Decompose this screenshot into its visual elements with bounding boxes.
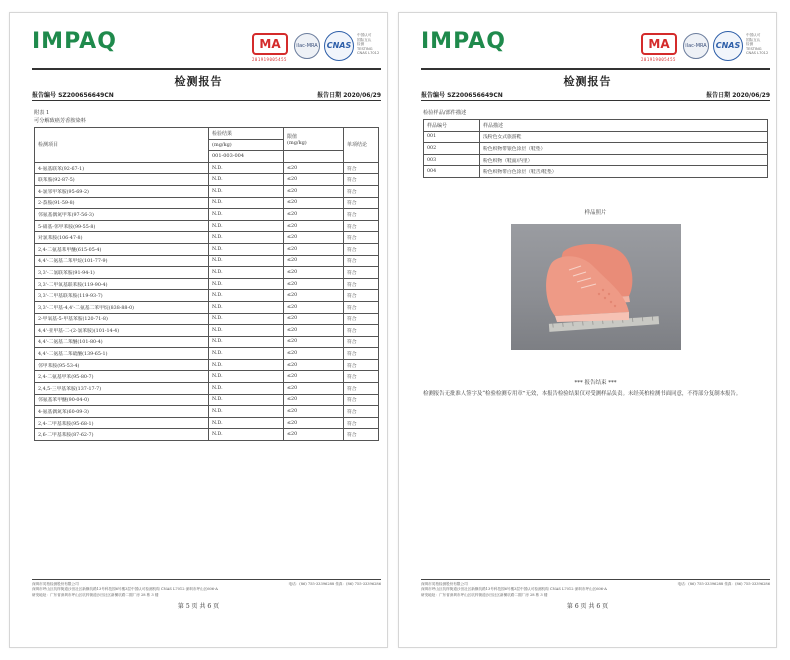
cell-conclusion: 符合 bbox=[344, 313, 379, 325]
cell-item: 邻氨基苯甲醚(90-04-0) bbox=[35, 394, 209, 406]
cell-result: N.D. bbox=[209, 255, 284, 267]
cell-limit: ≤20 bbox=[284, 220, 344, 232]
table-row bbox=[35, 278, 379, 290]
cell-conclusion: 符合 bbox=[344, 185, 379, 197]
footer-address: 深圳市英柏检测股份有限公司 深圳市坪山区坑梓街道沙田社区新横坑路13号科技园6号楼3层中国认可检测机构 CNAS L7012 深圳市坪山区606-A 研发地址：广东省深圳市坪山区坑梓街道沙田社区新横坑路二期厂房 28 栋 3 楼 bbox=[32, 582, 218, 597]
cell-result: N.D. bbox=[209, 220, 284, 232]
header-limit-blank bbox=[284, 151, 344, 163]
cell-limit: ≤20 bbox=[284, 313, 344, 325]
table-row bbox=[35, 290, 379, 302]
cma-number: 201919005455 bbox=[641, 57, 676, 62]
cell-item: 2,4-二甲基苯胺(95-68-1) bbox=[35, 417, 209, 429]
report-number: 报告编号 SZ200656649CN bbox=[32, 92, 114, 99]
cell-result: N.D. bbox=[209, 290, 284, 302]
table-row bbox=[35, 185, 379, 197]
table-row bbox=[35, 174, 379, 186]
cell-result: N.D. bbox=[209, 429, 284, 441]
report-page-5 bbox=[9, 12, 388, 648]
cell-item: 联苯胺(92-87-5) bbox=[35, 174, 209, 186]
cell-conclusion: 符合 bbox=[344, 383, 379, 395]
footer-address: 深圳市英柏检测股份有限公司 深圳市坪山区坑梓街道沙田社区新横坑路13号科技园6号楼3层中国认可检测机构 CNAS L7012 深圳市坪山区606-A 研发地址：广东省深圳市坪山区坑梓街道沙田社区新横坑路二期厂房 28 栋 3 楼 bbox=[421, 582, 607, 597]
cell-limit: ≤20 bbox=[284, 162, 344, 174]
cell-item: 对氯苯胺(106-47-8) bbox=[35, 232, 209, 244]
cell-item: 3,3'-二甲基联苯胺(119-93-7) bbox=[35, 290, 209, 302]
cell-limit: ≤20 bbox=[284, 371, 344, 383]
photo-caption: 样品照片 bbox=[584, 209, 607, 216]
table-row bbox=[35, 243, 379, 255]
cell-limit: ≤20 bbox=[284, 174, 344, 186]
cell-conclusion: 符合 bbox=[344, 336, 379, 348]
cell-limit: ≤20 bbox=[284, 278, 344, 290]
ilac-mra-icon: ilac-MRA bbox=[683, 33, 709, 59]
header-sample-desc: 样品描述 bbox=[480, 120, 768, 132]
cell-item: 2,4-二氨基苯甲醚(615-05-4) bbox=[35, 243, 209, 255]
cell-conclusion: 符合 bbox=[344, 417, 379, 429]
cell-limit: ≤20 bbox=[284, 267, 344, 279]
cell-result: N.D. bbox=[209, 394, 284, 406]
page-5-content bbox=[34, 109, 379, 441]
header-divider bbox=[421, 68, 770, 70]
report-date: 报告日期 2020/06/29 bbox=[706, 92, 770, 99]
cell-result: N.D. bbox=[209, 336, 284, 348]
sample-photo bbox=[511, 224, 681, 350]
page-title: 检测报告 bbox=[563, 75, 612, 88]
table-row bbox=[35, 325, 379, 337]
cell-limit: ≤20 bbox=[284, 209, 344, 221]
report-meta bbox=[32, 89, 381, 101]
table-row bbox=[424, 166, 768, 178]
cell-limit: ≤20 bbox=[284, 255, 344, 267]
cell-conclusion: 符合 bbox=[344, 197, 379, 209]
cell-conclusion: 符合 bbox=[344, 301, 379, 313]
cell-conclusion: 符合 bbox=[344, 359, 379, 371]
table-row bbox=[35, 383, 379, 395]
cell-limit: ≤20 bbox=[284, 394, 344, 406]
cell-conclusion: 符合 bbox=[344, 232, 379, 244]
cell-conclusion: 符合 bbox=[344, 174, 379, 186]
cell-sample-no: 003 bbox=[424, 154, 480, 166]
table-row bbox=[35, 197, 379, 209]
cell-conclusion: 符合 bbox=[344, 255, 379, 267]
report-page-6 bbox=[398, 12, 777, 648]
cell-limit: ≤20 bbox=[284, 290, 344, 302]
cell-item: 邻甲苯胺(95-53-4) bbox=[35, 359, 209, 371]
page-title: 检测报告 bbox=[174, 75, 223, 88]
cell-limit: ≤20 bbox=[284, 383, 344, 395]
cell-result: N.D. bbox=[209, 185, 284, 197]
cell-limit: ≤20 bbox=[284, 336, 344, 348]
cell-limit: ≤20 bbox=[284, 359, 344, 371]
cell-result: N.D. bbox=[209, 267, 284, 279]
cell-limit: ≤20 bbox=[284, 348, 344, 360]
cell-conclusion: 符合 bbox=[344, 209, 379, 221]
cell-limit: ≤20 bbox=[284, 197, 344, 209]
table-row bbox=[35, 406, 379, 418]
cell-item: 5-硝基-邻甲苯胺(99-55-8) bbox=[35, 220, 209, 232]
cell-result: N.D. bbox=[209, 174, 284, 186]
header-sample-no: 样品编号 bbox=[424, 120, 480, 132]
cell-item: 2-甲氧基-5-甲基苯胺(120-71-8) bbox=[35, 313, 209, 325]
footer-divider bbox=[421, 579, 770, 580]
cell-sample-no: 004 bbox=[424, 166, 480, 178]
cell-result: N.D. bbox=[209, 197, 284, 209]
cell-result: N.D. bbox=[209, 278, 284, 290]
cell-item: 邻氨基偶氮甲苯(97-56-3) bbox=[35, 209, 209, 221]
header-item: 检测项目 bbox=[35, 128, 209, 163]
cell-sample-desc: 浅粉色女式旅游鞋 bbox=[480, 131, 768, 143]
impaq-logo: IMPAQ bbox=[32, 29, 117, 54]
cell-conclusion: 符合 bbox=[344, 267, 379, 279]
cma-mark-icon: MA bbox=[252, 33, 288, 55]
table-row bbox=[35, 394, 379, 406]
cell-item: 2,4-二氨基甲苯(95-80-7) bbox=[35, 371, 209, 383]
header-result: 检验结果 bbox=[209, 128, 284, 140]
table-row bbox=[424, 154, 768, 166]
header-result-sample: 001-003-004 bbox=[209, 151, 284, 163]
amine-results-table bbox=[34, 127, 379, 441]
cell-result: N.D. bbox=[209, 348, 284, 360]
cell-item: 4-氨基偶氮苯(60-09-3) bbox=[35, 406, 209, 418]
cell-conclusion: 符合 bbox=[344, 406, 379, 418]
page-6-content bbox=[423, 109, 768, 399]
cell-conclusion: 符合 bbox=[344, 348, 379, 360]
header-result-unit: (mg/kg) bbox=[209, 139, 284, 151]
cell-item: 4-氨基联苯(92-67-1) bbox=[35, 162, 209, 174]
table-row bbox=[35, 359, 379, 371]
table-row bbox=[35, 348, 379, 360]
cert-small-text: 中国认可 国际互认 检测 TESTING CNAS L7012 bbox=[357, 33, 380, 56]
cell-item: 2,6-二甲基苯胺(87-62-7) bbox=[35, 429, 209, 441]
cell-result: N.D. bbox=[209, 371, 284, 383]
page-number: 第 5 页 共 6 页 bbox=[177, 603, 220, 610]
header-divider bbox=[32, 68, 381, 70]
footer-phone: 电话：(86) 755-33396288 传真：(86) 755-33396286 bbox=[288, 582, 381, 586]
header-limit: 限值 (mg/kg) bbox=[284, 128, 344, 151]
cell-item: 2,4,5-三甲基苯胺(137-17-7) bbox=[35, 383, 209, 395]
cma-mark-icon: MA bbox=[641, 33, 677, 55]
table-row bbox=[35, 313, 379, 325]
table-row bbox=[35, 232, 379, 244]
cma-number: 201919005455 bbox=[252, 57, 287, 62]
ilac-mra-icon: ilac-MRA bbox=[294, 33, 320, 59]
cell-result: N.D. bbox=[209, 301, 284, 313]
table-row bbox=[424, 143, 768, 155]
cell-result: N.D. bbox=[209, 325, 284, 337]
footer-phone: 电话：(86) 755-33396288 传真：(86) 755-33396286 bbox=[677, 582, 770, 586]
cell-limit: ≤20 bbox=[284, 406, 344, 418]
shoe-image bbox=[511, 224, 681, 350]
cell-limit: ≤20 bbox=[284, 243, 344, 255]
table-row bbox=[35, 371, 379, 383]
cell-sample-no: 002 bbox=[424, 143, 480, 155]
disclaimer-text: 检测报告无批准人签字及“检验检测专用章”无效，本报告检验结果仅对受测样品负责。未经英柏检测书面同意，不得部分复制本报告。 bbox=[423, 390, 742, 397]
cell-item: 3,3'-二甲基-4,4'-二氨基二苯甲烷(838-88-0) bbox=[35, 301, 209, 313]
cell-limit: ≤20 bbox=[284, 325, 344, 337]
header-conclusion: 单项结论 bbox=[344, 128, 379, 163]
sample-description-table bbox=[423, 119, 768, 178]
cell-result: N.D. bbox=[209, 162, 284, 174]
cell-result: N.D. bbox=[209, 417, 284, 429]
cell-item: 4-氯邻甲苯胺(95-69-2) bbox=[35, 185, 209, 197]
table-row bbox=[35, 336, 379, 348]
cell-item: 4,4'-亚甲基-二-(2-氯苯胺)(101-14-4) bbox=[35, 325, 209, 337]
cell-sample-desc: 粉色织物（鞋面/内里） bbox=[480, 154, 768, 166]
report-meta bbox=[421, 89, 770, 101]
cell-sample-desc: 粉色织物带银色涂层（鞋垫） bbox=[480, 143, 768, 155]
footer-divider bbox=[32, 579, 381, 580]
table-row bbox=[35, 255, 379, 267]
cell-conclusion: 符合 bbox=[344, 278, 379, 290]
cell-limit: ≤20 bbox=[284, 232, 344, 244]
cell-limit: ≤20 bbox=[284, 429, 344, 441]
cell-item: 3,3'-二氯联苯胺(91-94-1) bbox=[35, 267, 209, 279]
cell-result: N.D. bbox=[209, 232, 284, 244]
table-subtitle: 可分解致癌芳香胺染料 bbox=[34, 118, 86, 124]
cell-sample-no: 001 bbox=[424, 131, 480, 143]
cell-item: 2-萘胺(91-59-8) bbox=[35, 197, 209, 209]
cell-conclusion: 符合 bbox=[344, 429, 379, 441]
cell-item: 4,4'-二氨基二苯醚(101-80-4) bbox=[35, 336, 209, 348]
table-row bbox=[35, 417, 379, 429]
cell-item: 4,4'-二氨基二苯硫醚(139-65-1) bbox=[35, 348, 209, 360]
cell-result: N.D. bbox=[209, 243, 284, 255]
table-row bbox=[35, 301, 379, 313]
cell-result: N.D. bbox=[209, 359, 284, 371]
cell-conclusion: 符合 bbox=[344, 394, 379, 406]
table-row bbox=[35, 429, 379, 441]
certification-marks bbox=[641, 31, 773, 65]
cell-result: N.D. bbox=[209, 383, 284, 395]
certification-marks bbox=[252, 31, 384, 65]
cell-sample-desc: 粉色织物带白色涂层（鞋舌/鞋垫） bbox=[480, 166, 768, 178]
cell-conclusion: 符合 bbox=[344, 162, 379, 174]
cell-item: 4,4'-二氨基二苯甲烷(101-77-9) bbox=[35, 255, 209, 267]
cell-result: N.D. bbox=[209, 313, 284, 325]
cell-conclusion: 符合 bbox=[344, 243, 379, 255]
cell-conclusion: 符合 bbox=[344, 290, 379, 302]
section-title: 检验样品/部件描述 bbox=[423, 110, 467, 116]
cell-result: N.D. bbox=[209, 209, 284, 221]
table-row bbox=[35, 162, 379, 174]
page-footer bbox=[32, 579, 381, 598]
cell-conclusion: 符合 bbox=[344, 371, 379, 383]
table-row bbox=[35, 220, 379, 232]
appendix-label: 附表 1 bbox=[34, 110, 50, 116]
cell-result: N.D. bbox=[209, 406, 284, 418]
table-row bbox=[424, 131, 768, 143]
impaq-logo: IMPAQ bbox=[421, 29, 506, 54]
cell-conclusion: 符合 bbox=[344, 220, 379, 232]
cert-small-text: 中国认可 国际互认 检测 TESTING CNAS L7012 bbox=[746, 33, 769, 56]
report-date: 报告日期 2020/06/29 bbox=[317, 92, 381, 99]
cell-limit: ≤20 bbox=[284, 185, 344, 197]
cell-limit: ≤20 bbox=[284, 417, 344, 429]
cell-item: 3,3'-二甲氧基联苯胺(119-90-4) bbox=[35, 278, 209, 290]
page-number: 第 6 页 共 6 页 bbox=[566, 603, 609, 610]
cnas-icon: CNAS bbox=[324, 31, 354, 61]
page-footer bbox=[421, 579, 770, 598]
report-number: 报告编号 SZ200656649CN bbox=[421, 92, 503, 99]
report-end-marker: *** 报告结束 *** bbox=[574, 379, 617, 386]
cell-limit: ≤20 bbox=[284, 301, 344, 313]
cell-conclusion: 符合 bbox=[344, 325, 379, 337]
table-row bbox=[35, 267, 379, 279]
cnas-icon: CNAS bbox=[713, 31, 743, 61]
table-row bbox=[35, 209, 379, 221]
